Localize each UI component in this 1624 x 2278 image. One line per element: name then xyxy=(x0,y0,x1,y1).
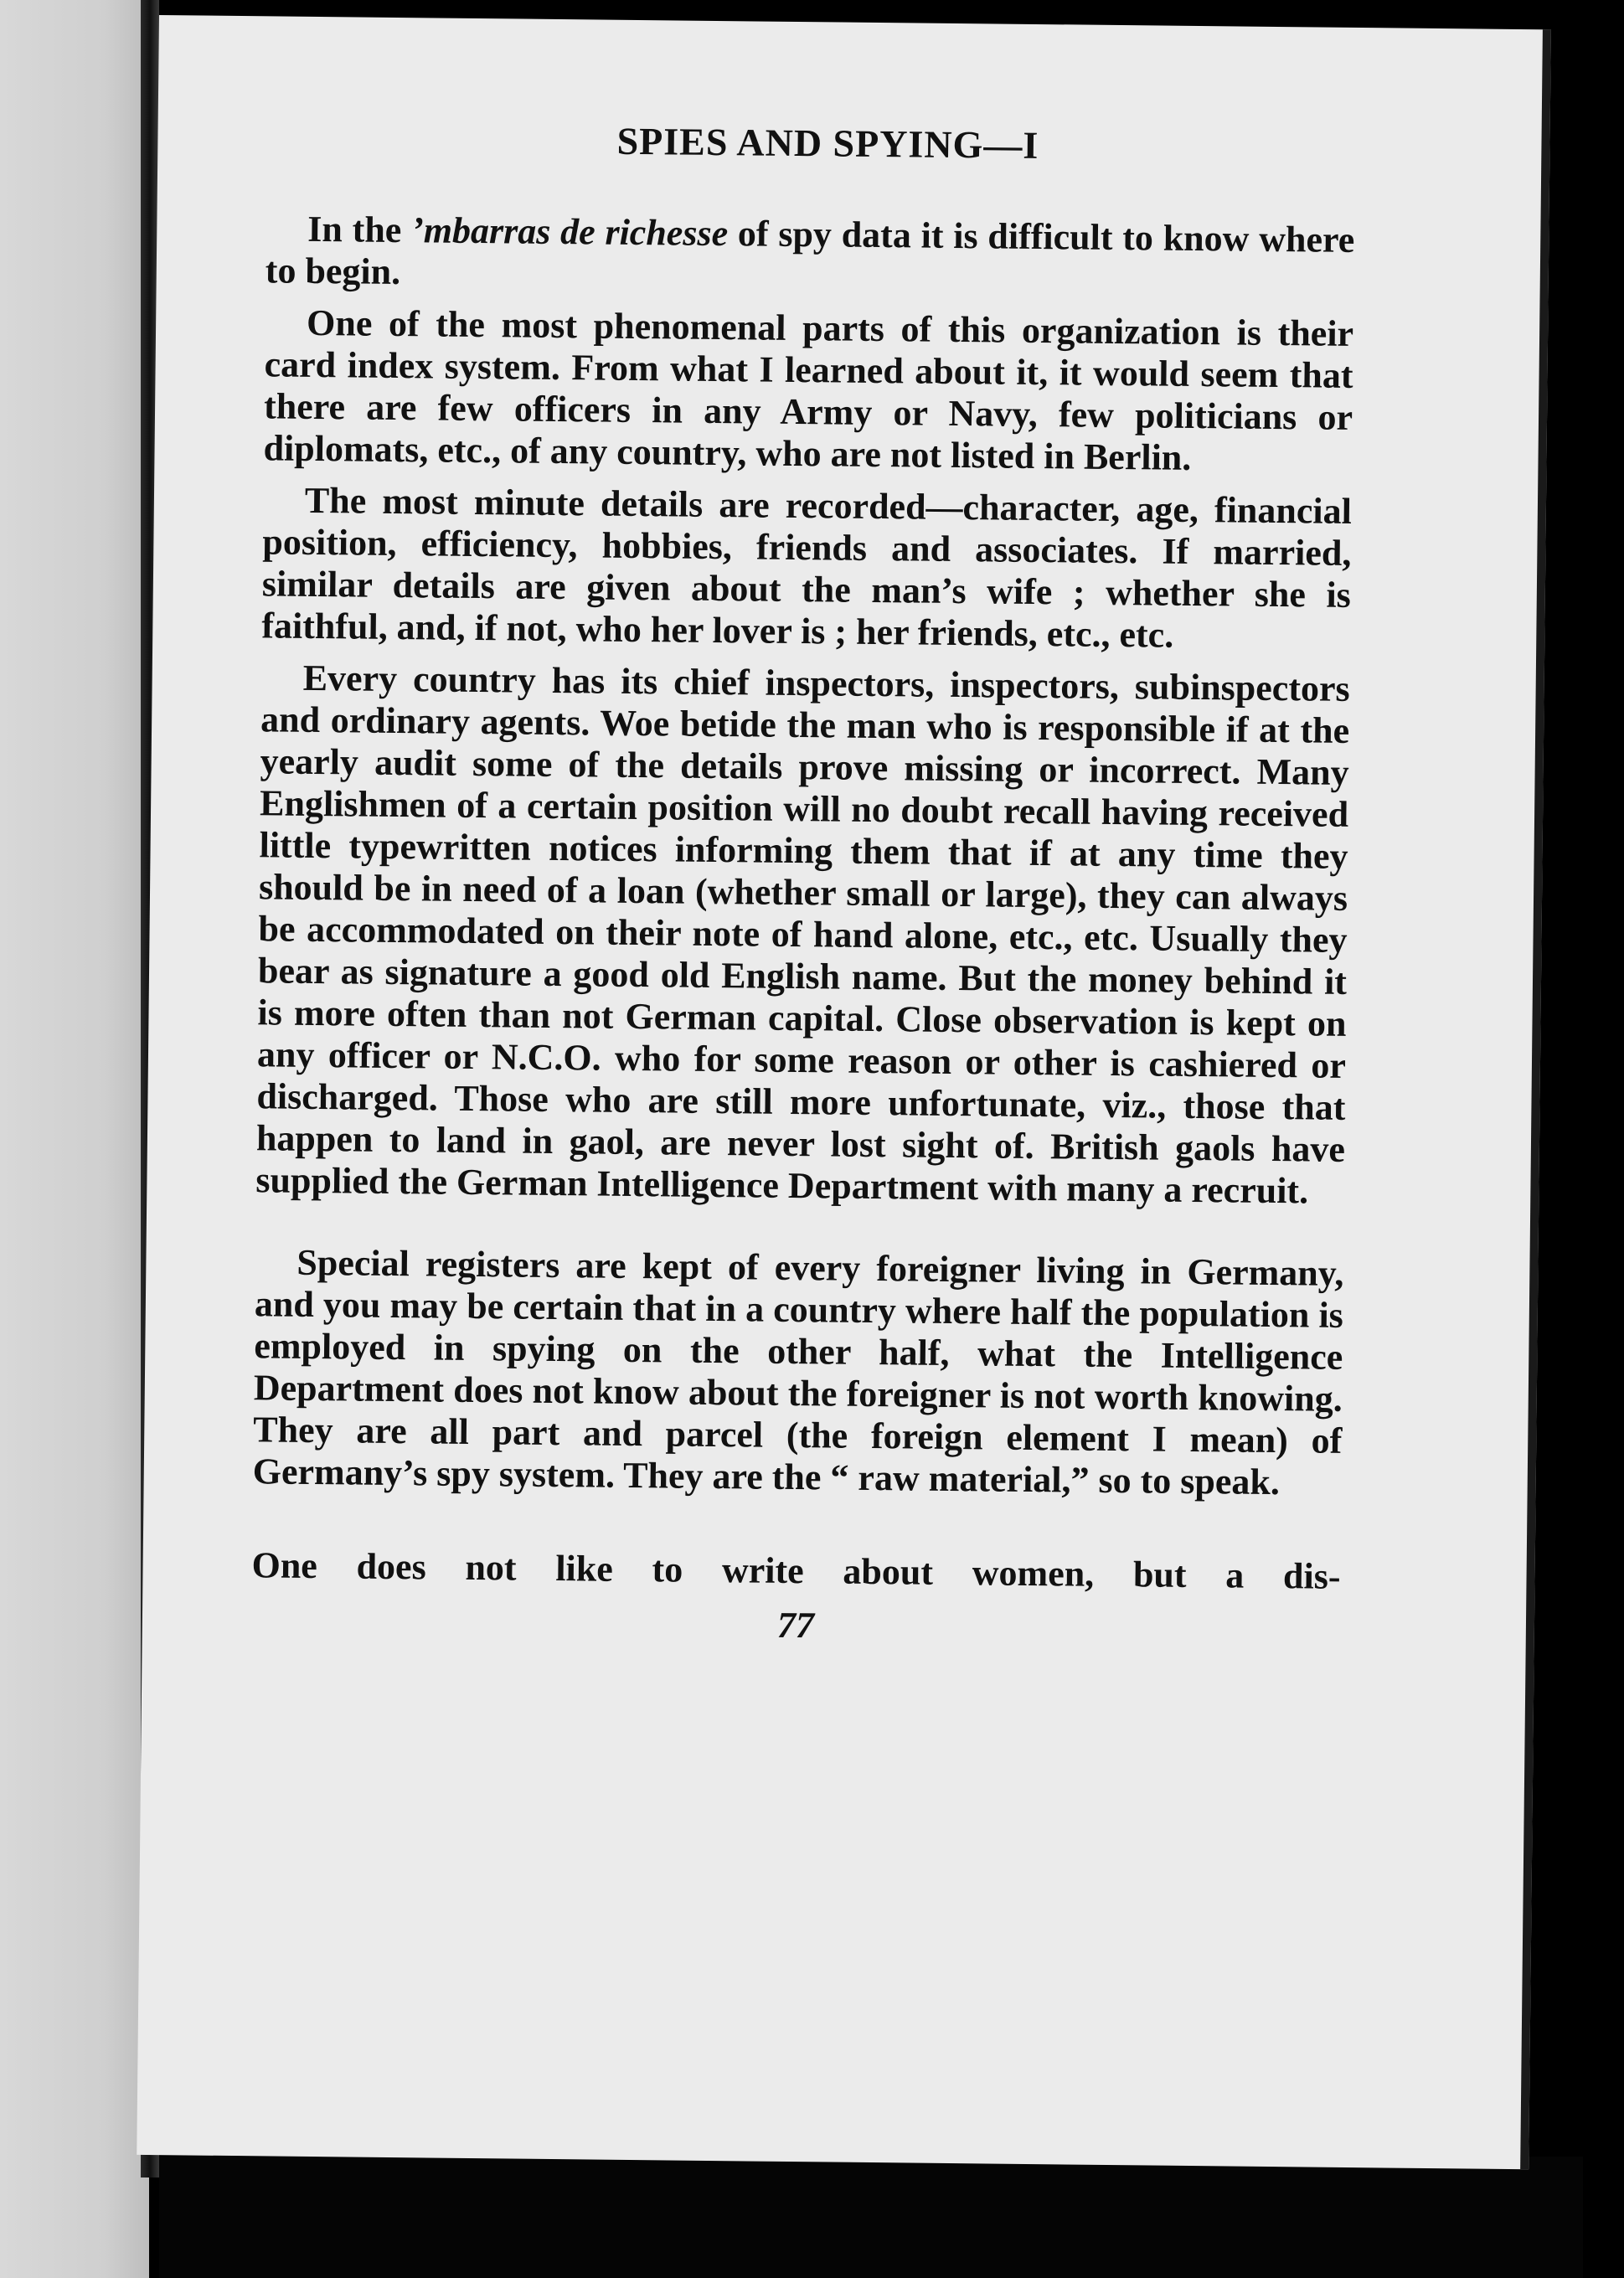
paragraph-5: Special registers are kept of every foreigner living in Germany, and you may be certain that in a country where half the population is employed in spying on the other half, what the Intelligence Department does not know about the foreigner is not worth knowing. They are all part and parcel (the foreign element I mean) of Germany’s spy system. They are the “ raw material,” so to speak. xyxy=(252,1241,1344,1503)
paragraph-4: Every country has its chief inspectors, inspectors, subinspectors and ordinary agents. Woe betide the man who is responsible if at the yearly audit some of the details prove missing or incorrect. Many Englishmen of a certain position will no doubt recall having received little typewritten notices informing them that if at any time they should be in need of a loan (whether small or large), they can always be accommodated on their note of hand alone, etc., etc. Usually they bear as signature a good old English name. But the money behind it is more often than not German capital. Close observation is kept on any officer or N.C.O. who for some reason or other is cashiered or discharged. Those who are still more unfortunate, viz., those that happen to land in gaol, are never lost sight of. British gaols have supplied the German Intelligence Department with many a recruit. xyxy=(255,657,1350,1212)
page-content xyxy=(251,115,1356,1652)
paragraph-2: One of the most phenomenal parts of this organization is their card index system. From what I learned about it, it would seem that there are few officers in any Army or Navy, few politicians or diplomats, etc., of any country, who are not listed in Berlin. xyxy=(263,302,1354,478)
facing-page-edge xyxy=(0,0,149,2278)
paragraph-6: One does not like to write about women, but a dis- xyxy=(251,1544,1341,1597)
scan-border-right xyxy=(1549,0,1624,2278)
paragraph-1-italic-phrase: ʼmbarras de richesse xyxy=(410,209,729,255)
paragraph-1 xyxy=(266,208,1355,303)
paragraph-1-end: of spy data it is difficult to know where to begin. xyxy=(265,213,1355,293)
paragraph-1-start: In the xyxy=(307,208,412,251)
chapter-title: SPIES AND SPYING—I xyxy=(616,119,1039,168)
scan-border-bottom xyxy=(159,2157,1583,2278)
paragraph-3: The most minute details are recorded—character, age, financial position, efficiency, hobbies, friends and associates. If married, similar details are given about the man’s wife ; whether she is faithful, and, if not, who her lover is ; her friends, etc., etc. xyxy=(261,479,1353,656)
page-number: 77 xyxy=(776,1604,815,1647)
book-page xyxy=(137,15,1551,2169)
